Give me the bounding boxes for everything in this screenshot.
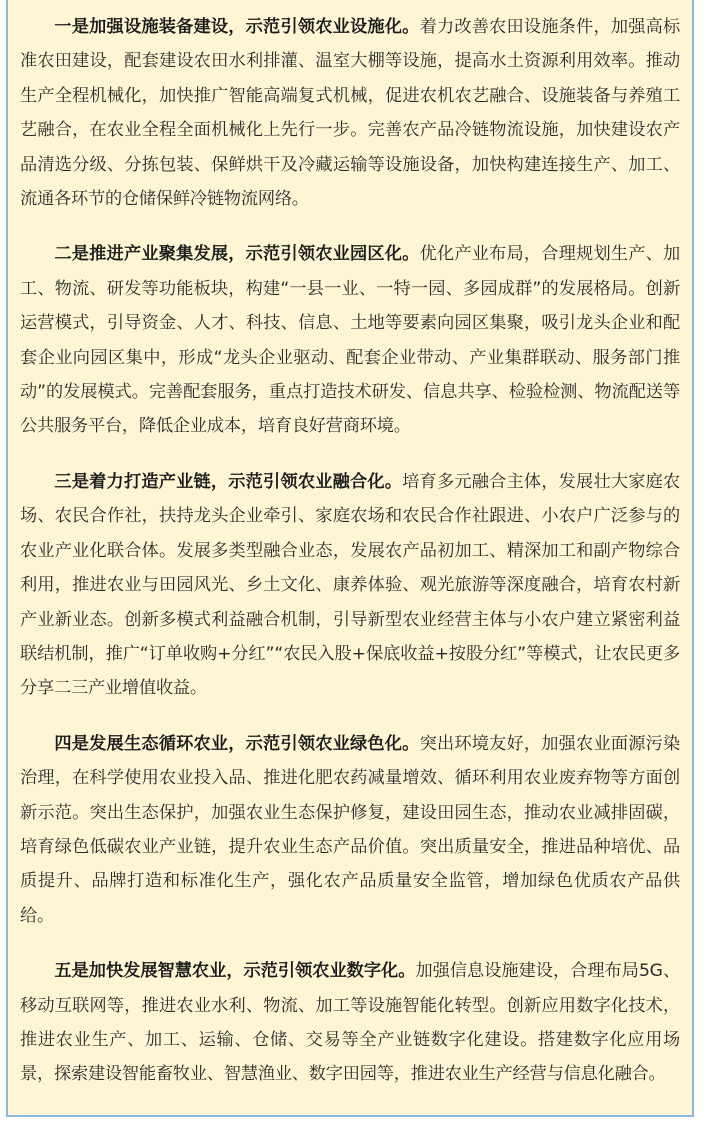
article-panel: [6, 0, 694, 1117]
paragraph-lead: 三是着力打造产业链，示范引领农业融合化。: [54, 471, 403, 492]
paragraph-lead: 五是加快发展智慧农业，示范引领农业数字化。: [54, 961, 416, 982]
paragraph-body: 加强信息设施建设，合理布局5G、移动互联网等，推进农业水利、物流、加工等设施智能化转型。创新应用数字化技术，推进农业生产、加工、运输、仓储、交易等全产业链数字化建设。搭建数字化应用场景，探索建设智能畜牧业、智慧渔业、数字田园等，推进农业生产经营与信息化融合。: [20, 961, 680, 1085]
paragraph-lead: 二是推进产业聚集发展，示范引领农业园区化。: [54, 244, 420, 265]
paragraph-body: 优化产业布局，合理规划生产、加工、物流、研发等功能板块，构建“一县一业、一特一园、多园成群”的发展格局。创新运营模式，引导资金、人才、科技、信息、土地等要素向园区集聚，吸引龙头企业和配套企业向园区集中，形成“龙头企业驱动、配套企业带动、产业集群联动、服务部门推动”的发展模式。完善配套服务，重点打造技术研发、信息共享、检验检测、物流配送等公共服务平台，降低企业成本，培育良好营商环境。: [20, 244, 680, 437]
paragraph-digital: [20, 954, 680, 1092]
paragraph-parks: [20, 237, 680, 443]
paragraph-lead: 一是加强设施装备建设，示范引领农业设施化。: [54, 17, 420, 37]
paragraph-body: 突出环境友好，加强农业面源污染治理，在科学使用农业投入品、推进化肥农药减量增效、循环利用农业废弃物等方面创新示范。突出生态保护，加强农业生态保护修复，建设田园生态，推动农业减排固碳，培育绿色低碳农业产业链，提升农业生态产品价值。突出质量安全，推进品种培优、品质提升、品牌打造和标准化生产，强化农产品质量安全监管，增加绿色优质农产品供给。: [20, 733, 680, 926]
paragraph-body: 培育多元融合主体，发展壮大家庭农场、农民合作社，扶持龙头企业牵引、家庭农场和农民合作社跟进、小农户广泛参与的农业产业化联合体。发展多类型融合业态，发展农产品初加工、精深加工和副产物综合利用，推进农业与田园风光、乡土文化、康养体验、观光旅游等深度融合，培育农村新产业新业态。创新多模式利益融合机制，引导新型农业经营主体与小农户建立紧密利益联结机制，推广“订单收购+分红”“农民入股+保底收益+按股分红”等模式，让农民更多分享二三产业增值收益。: [20, 471, 680, 699]
paragraph-body: 着力改善农田设施条件，加强高标准农田建设，配套建设农田水利排灌、温室大棚等设施，提高水土资源利用效率。推动生产全程机械化，加快推广智能高端复式机械，促进农机农艺融合、设施装备与养殖工艺融合，在农业全程全面机械化上先行一步。完善农产品冷链物流设施，加快建设农产品清选分级、分拣包装、保鲜烘干及冷藏运输等设施设备，加快构建连接生产、加工、流通各环节的仓储保鲜冷链物流网络。: [20, 17, 680, 210]
paragraph-green: [20, 727, 680, 933]
paragraph-facilities: [20, 10, 680, 216]
paragraph-lead: 四是发展生态循环农业，示范引领农业绿色化。: [54, 733, 420, 754]
paragraph-integration: [20, 465, 680, 706]
